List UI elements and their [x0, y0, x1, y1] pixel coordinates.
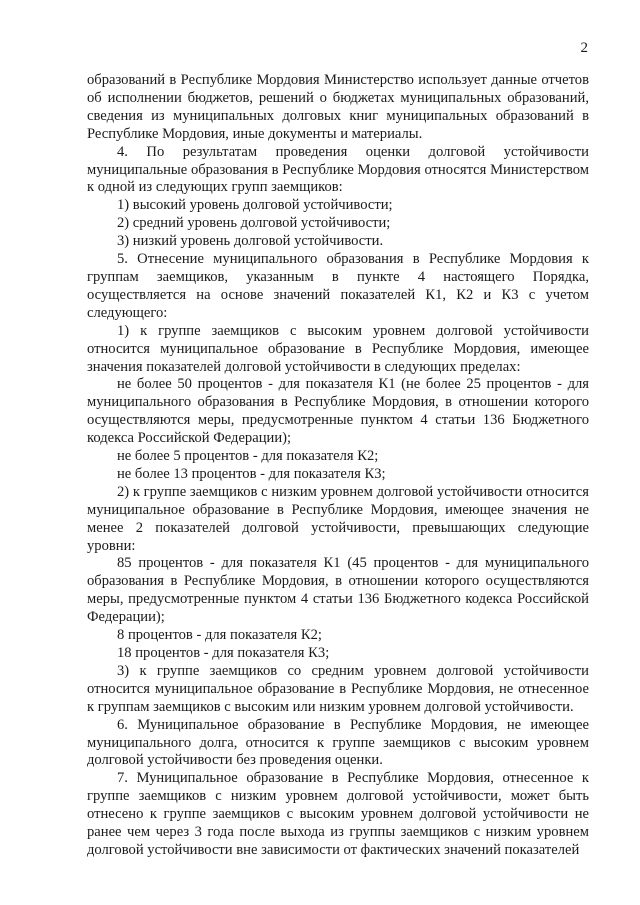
- list-item: 8 процентов - для показателя К2;: [117, 627, 322, 644]
- list-item: 2) средний уровень долговой устойчивости;: [117, 215, 391, 232]
- paragraph: 2) к группе заемщиков с низким уровнем долговой устойчивости относится муниципальное образование в Республике Мордовия, имеющее значения не менее 2 показателей долговой устойчивости, превышающих следующие уровни:: [87, 483, 589, 554]
- paragraph: 1) к группе заемщиков с высоким уровнем долговой устойчивости относится муниципальное образование в Республике Мордовия, имеющее значения показателей долговой устойчивости в следующих пределах:: [87, 322, 589, 375]
- list-item: 1) высокий уровень долговой устойчивости;: [117, 197, 393, 214]
- paragraph: 6. Муниципальное образование в Республике Мордовия, не имеющее муниципального долга, относится к группе заемщиков с высоким уровнем долговой устойчивости без проведения оценки.: [87, 716, 589, 769]
- document-body: [87, 72, 589, 860]
- list-item: не более 5 процентов - для показателя К2;: [117, 448, 379, 465]
- paragraph: 3) к группе заемщиков со средним уровнем долговой устойчивости относится муниципальное образование в Республике Мордовия, не отнесенное к группам заемщиков с высоким или низким уровнем долговой устойчивости.: [87, 662, 589, 715]
- list-item: 3) низкий уровень долговой устойчивости.: [117, 233, 384, 250]
- paragraph: не более 50 процентов - для показателя К1 (не более 25 процентов - для муниципального образования в Республике Мордовия, в отношении которого осуществляются меры, предусмотренные пунктом 4 статьи 136 Бюджетного кодекса Российской Федерации);: [87, 376, 589, 447]
- paragraph: 5. Отнесение муниципального образования в Республике Мордовия к группам заемщиков, указанным в пункте 4 настоящего Порядка, осуществляется на основе значений показателей К1, К2 и К3 с учетом следующего:: [87, 251, 589, 321]
- list-item: не более 13 процентов - для показателя К3;: [117, 465, 386, 482]
- paragraph: образований в Республике Мордовия Министерство использует данные отчетов об исполнении бюджетов, решений о бюджетах муниципальных образований, сведения из муниципальных долговых книг муниципальных образований в Республике Мордовия, иные документы и материалы.: [87, 72, 589, 142]
- paragraph: 7. Муниципальное образование в Республике Мордовия, отнесенное к группе заемщиков с низким уровнем долговой устойчивости, может быть отнесено к группе заемщиков с высоким уровнем долговой устойчивости не ранее чем через 3 года после выхода из группы заемщиков с низким уровнем долговой устойчивости вне зависимости от фактических значений показателей: [87, 770, 589, 858]
- paragraph: 85 процентов - для показателя К1 (45 процентов - для муниципального образования в Республике Мордовия, в отношении которого осуществляются меры, предусмотренные пунктом 4 статьи 136 Бюджетного кодекса Российской Федерации);: [87, 555, 589, 626]
- paragraph: 4. По результатам проведения оценки долговой устойчивости муниципальные образования в Республике Мордовия относятся Министерством к одной из следующих групп заемщиков:: [87, 143, 589, 196]
- list-item: 18 процентов - для показателя К3;: [117, 645, 330, 661]
- page-number: 2: [580, 40, 588, 56]
